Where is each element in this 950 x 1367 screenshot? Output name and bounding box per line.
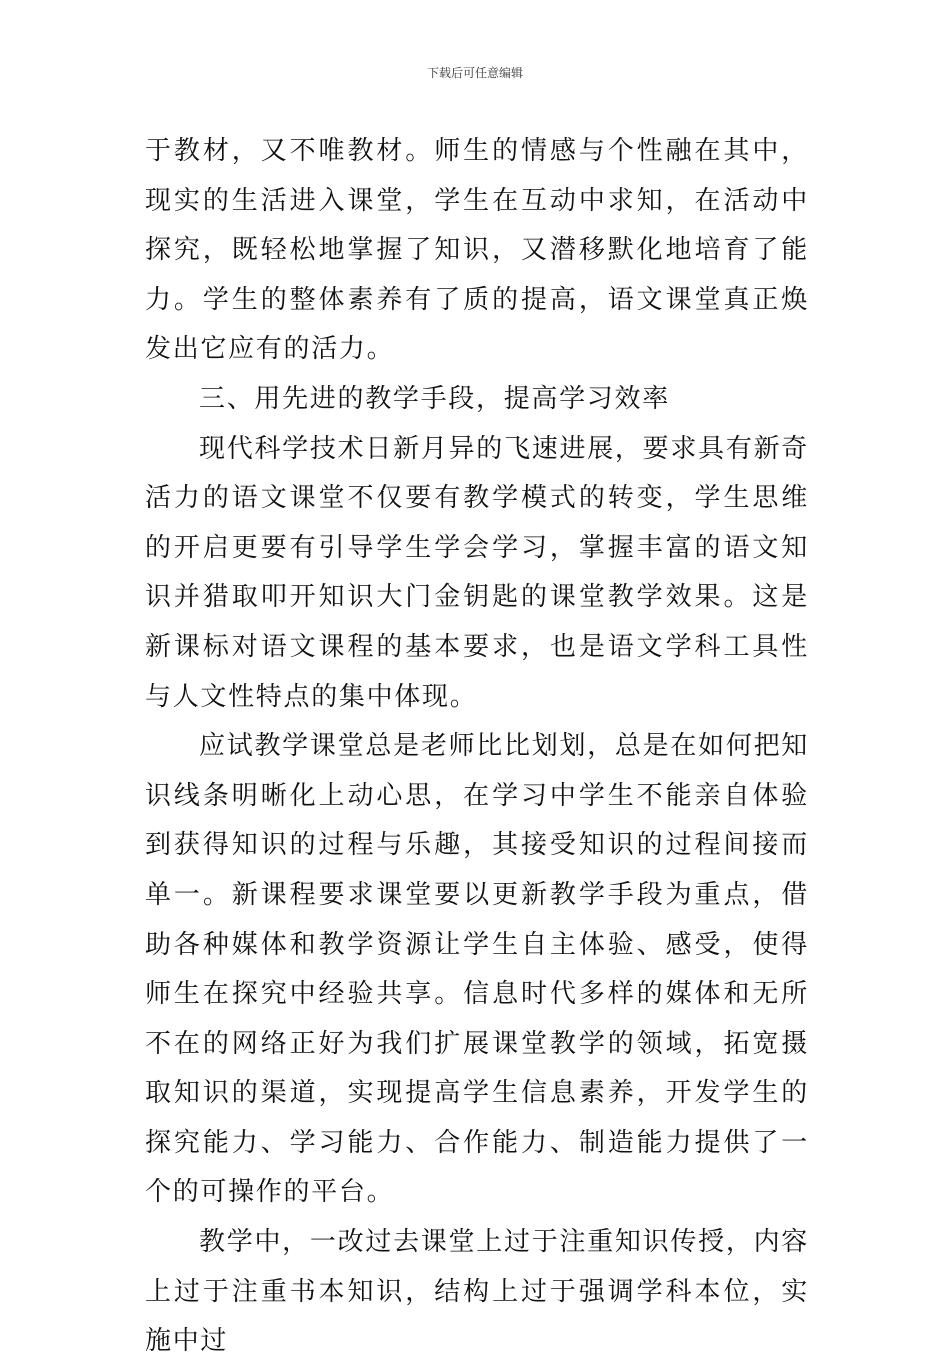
paragraph: 教学中，一改过去课堂上过于注重知识传授，内容上过于注重书本知识，结构上过于强调学科本位，实施中过 <box>145 1227 809 1357</box>
document-body <box>145 127 809 1367</box>
page-header-note: 下载后可任意编辑 <box>426 66 523 80</box>
paragraph-continued: 于教材，又不唯教材。师生的情感与个性融在其中，现实的生活进入课堂，学生在互动中求知，在活动中探究，既轻松地掌握了知识，又潜移默化地培育了能力。学生的整体素养有了质的提高，语文课堂真正焕发出它应有的活力。 <box>145 136 809 365</box>
paragraph: 应试教学课堂总是老师比比划划，总是在如何把知识线条明晰化上动心思，在学习中学生不能亲自体验到获得知识的过程与乐趣，其接受知识的过程间接而单一。新课程要求课堂要以更新教学手段为重点，借助各种媒体和教学资源让学生自主体验、感受，使得师生在探究中经验共享。信息时代多样的媒体和无所不在的网络正好为我们扩展课堂教学的领域，拓宽摄取知识的渠道，实现提高学生信息素养，开发学生的探究能力、学习能力、合作能力、制造能力提供了一个的可操作的平台。 <box>145 731 809 1208</box>
paragraph: 现代科学技术日新月异的飞速进展，要求具有新奇活力的语文课堂不仅要有教学模式的转变，学生思维的开启更要有引导学生学会学习，掌握丰富的语文知识并猎取叩开知识大门金钥匙的课堂教学效果。这是新课标对语文课程的基本要求，也是语文学科工具性与人文性特点的集中体现。 <box>145 433 809 712</box>
section-heading: 三、用先进的教学手段，提高学习效率 <box>199 383 670 414</box>
